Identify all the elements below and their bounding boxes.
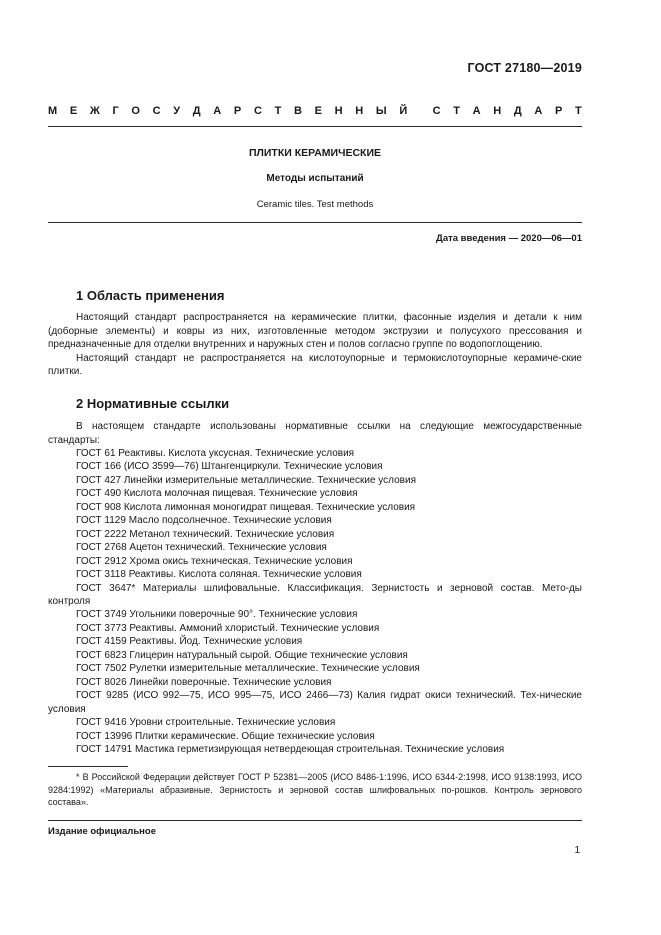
document-number: ГОСТ 27180—2019 [467,61,582,75]
reference-item: ГОСТ 6823 Глицерин натуральный сырой. Общие технические условия [76,649,408,661]
reference-item: ГОСТ 9416 Уровни строительные. Технические условия [76,717,336,729]
banner-letter: А [213,105,222,117]
section-1-paragraph-1: Настоящий стандарт распространяется на керамические плитки, фасонные изделия и детали к ним (доборные элементы) и ковры из них, изготовленные методом экструзии и полусухого прессования и предназначенные для отделки внутренних и наружных стен и полов согласно группе по водопоглощению. [48,312,582,350]
page-number: 1 [574,845,580,856]
document-subtitle: Методы испытаний [266,173,364,184]
banner-letter: У [173,105,181,117]
reference-item: ГОСТ 2222 Метанол технический. Технические условия [76,528,335,540]
reference-item: ГОСТ 61 Реактивы. Кислота уксусная. Технические условия [76,448,355,459]
banner-letter: С [432,105,441,117]
reference-item: ГОСТ 2768 Ацетон технический. Технические условия [76,542,327,554]
reference-item: ГОСТ 9285 (ИСО 992—75, ИСО 995—75, ИСО 2466—73) Калия гидрат окиси технический. Тех-нические условия [48,690,582,715]
banner-letter: Ж [89,105,100,117]
banner-letter: Е [314,105,322,117]
header-rule [48,126,582,127]
reference-item: ГОСТ 8026 Линейки поверочные. Технические условия [76,676,332,688]
section-1-heading: 1 Область применения [76,288,225,303]
banner-letter: А [472,105,481,117]
banner-letter: С [253,105,262,117]
reference-item: ГОСТ 13996 Плитки керамические. Общие технические условия [76,730,375,742]
reference-item: ГОСТ 166 (ИСО 3599—76) Штангенциркули. Технические условия [76,461,383,473]
reference-item: ГОСТ 3647* Материалы шлифовальные. Классификация. Зернистость и зерновой состав. Мето-ды контроля [48,582,582,607]
banner-letter: Р [554,105,563,117]
banner-letter: Д [513,105,522,117]
reference-item: ГОСТ 490 Кислота молочная пищевая. Технические условия [76,488,358,500]
banner-letter: Й [399,105,408,117]
footnote [48,771,582,809]
banner-letter: Г [112,105,119,117]
reference-item: ГОСТ 4159 Реактивы. Йод. Технические условия [76,636,303,648]
reference-item: ГОСТ 14791 Мастика герметизирующая нетвердеющая строительная. Технические условия [76,743,505,755]
reference-item: ГОСТ 908 Кислота лимонная моногидрат пищевая. Технические условия [76,501,416,513]
banner-letter: Р [233,105,242,117]
reference-item: ГОСТ 7502 Рулетки измерительные металлические. Технические условия [76,663,420,675]
banner-letter: А [534,105,543,117]
section-2-intro [48,420,582,447]
banner-letter: Д [192,105,201,117]
footnote-rule [48,766,128,767]
banner-letter: М [48,105,58,117]
banner-letter: Т [453,105,460,117]
document-title: ПЛИТКИ КЕРАМИЧЕСКИЕ [248,147,382,159]
reference-item: ГОСТ 3118 Реактивы. Кислота соляная. Технические условия [76,569,362,581]
section-2-heading: 2 Нормативные ссылки [76,396,230,411]
standard-banner [48,105,582,117]
reference-item: ГОСТ 2912 Хрома окись техническая. Технические условия [76,555,353,567]
banner-letter: Е [69,105,78,117]
reference-item: ГОСТ 3773 Реактивы. Аммоний хлористый. Технические условия [76,622,380,634]
banner-letter: В [293,105,302,117]
references-list [48,447,582,756]
official-edition-label: Издание официальное [48,826,156,837]
banner-letter: О [131,105,140,117]
section-2-intro-text: В настоящем стандарте использованы нормативные ссылки на следующие межгосударственные стандарты: [48,421,582,446]
banner-letter: Т [274,105,282,117]
banner-letter: Ы [375,105,387,117]
banner-letter: Т [575,105,582,117]
title-rule [48,222,582,223]
reference-item: ГОСТ 1129 Масло подсолнечное. Технические условия [76,515,332,527]
footnote-text: * В Российской Федерации действует ГОСТ Р 52381—2005 (ИСО 8486-1:1996, ИСО 6344-2:1998, ИСО 9138:1993, ИСО 9284:1992) «Материалы абразивные. Зернистость и зерновой состав шлифовальных по-рошков. Контроль зернового состава». [48,772,582,807]
banner-letter: Н [355,105,364,117]
section-1-paragraph-2: Настоящий стандарт не распространяется на кислотоупорные и термокислотоупорные керамиче-ские плитки. [48,352,582,377]
banner-letter: С [152,105,161,117]
banner-letter: Н [493,105,502,117]
introduction-date: Дата введения — 2020—06—01 [436,233,582,244]
footer-rule [48,820,582,821]
reference-item: ГОСТ 427 Линейки измерительные металлические. Технические условия [76,474,416,486]
reference-item: ГОСТ 3749 Угольники поверочные 90°. Технические условия [76,609,358,621]
section-1-body [48,311,582,379]
english-title: Ceramic tiles. Test methods [256,199,374,210]
banner-letter: Н [334,105,343,117]
